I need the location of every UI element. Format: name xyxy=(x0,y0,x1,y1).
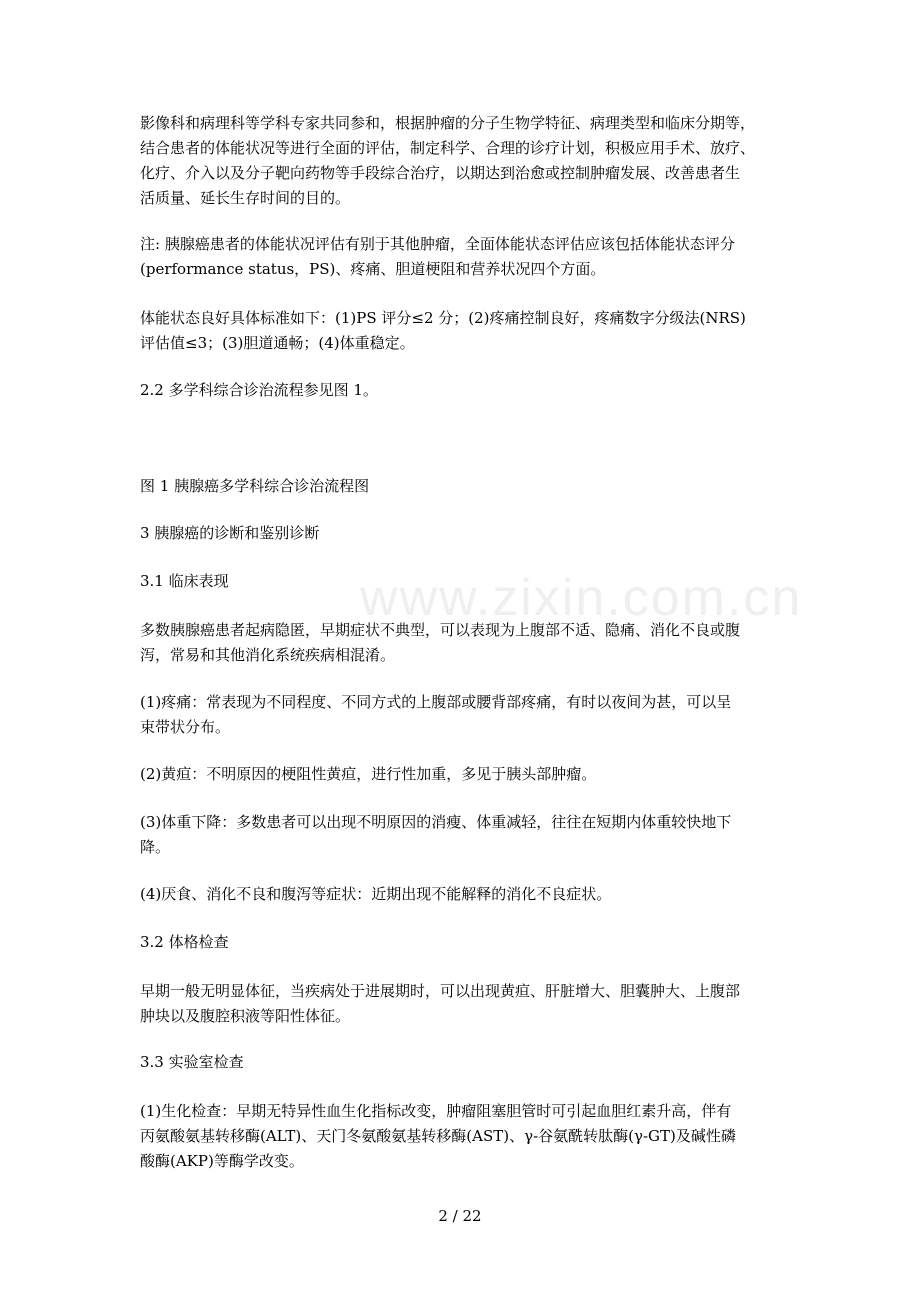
paragraph-mdt-intro xyxy=(140,111,782,211)
text-line: 图 1 胰腺癌多学科综合诊治流程图 xyxy=(140,477,370,495)
text-line: (performance status，PS)、疼痛、胆道梗阻和营养状况四个方面。 xyxy=(140,260,606,278)
section-heading-3-1 xyxy=(140,569,782,594)
text-line: 3.3 实验室检查 xyxy=(140,1053,244,1071)
text-line: (4)厌食、消化不良和腹泻等症状：近期出现不能解释的消化不良症状。 xyxy=(140,885,612,903)
paragraph-performance-criteria xyxy=(140,306,782,356)
text-line: 多数胰腺癌患者起病隐匿，早期症状不典型，可以表现为上腹部不适、隐痛、消化不良或腹 xyxy=(140,621,741,639)
watermark: www.zixin.com.cn xyxy=(360,569,803,627)
paragraph-clinical-intro xyxy=(140,618,782,668)
text-line: 束带状分布。 xyxy=(140,718,231,736)
text-line: (2)黄疸：不明原因的梗阻性黄疸，进行性加重，多见于胰头部肿瘤。 xyxy=(140,765,597,783)
text-line: 活质量、延长生存时间的目的。 xyxy=(140,189,351,207)
text-line: 结合患者的体能状况等进行全面的评估，制定科学、合理的诊疗计划，积极应用手术、放疗、 xyxy=(140,139,756,157)
paragraph-biochemical-exam xyxy=(140,1099,782,1174)
text-line: (1)生化检查：早期无特异性血生化指标改变，肿瘤阻塞胆管时可引起血胆红素升高，伴有 xyxy=(140,1102,732,1120)
paragraph-physical-exam xyxy=(140,979,782,1029)
text-line: 降。 xyxy=(140,838,171,856)
text-line: 3 胰腺癌的诊断和鉴别诊断 xyxy=(140,524,320,542)
text-line: 肿块以及腹腔积液等阳性体征。 xyxy=(140,1007,351,1025)
section-heading-2-2 xyxy=(140,378,782,403)
text-line: 3.1 临床表现 xyxy=(140,572,229,590)
text-line: 丙氨酸氨基转移酶(ALT)、天门冬氨酸氨基转移酶(AST)、γ-谷氨酰转肽酶(γ-GT)及碱性磷 xyxy=(140,1127,736,1145)
paragraph-symptom-jaundice xyxy=(140,762,782,787)
text-line: 泻，常易和其他消化系统疾病相混淆。 xyxy=(140,646,396,664)
paragraph-symptom-pain xyxy=(140,690,782,740)
section-heading-3-2 xyxy=(140,930,782,955)
text-line: 酸酶(AKP)等酶学改变。 xyxy=(140,1152,304,1170)
page-number-footer xyxy=(0,1205,920,1227)
text-line: 早期一般无明显体征，当疾病处于进展期时，可以出现黄疸、肝脏增大、胆囊肿大、上腹部 xyxy=(140,982,741,1000)
text-line: 评估值≤3；(3)胆道通畅；(4)体重稳定。 xyxy=(140,334,415,352)
text-line: 3.2 体格检查 xyxy=(140,933,229,951)
text-line: 注: 胰腺癌患者的体能状况评估有别于其他肿瘤，全面体能状态评估应该包括体能状态评分 xyxy=(140,235,735,253)
text-line: 体能状态良好具体标准如下：(1)PS 评分≤2 分；(2)疼痛控制良好，疼痛数字分级法(NRS) xyxy=(140,309,746,327)
text-line: 2.2 多学科综合诊治流程参见图 1。 xyxy=(140,381,378,399)
text-line: (3)体重下降：多数患者可以出现不明原因的消瘦、体重减轻，往往在短期内体重较快地下 xyxy=(140,813,732,831)
page-indicator: 2 / 22 xyxy=(438,1207,482,1225)
paragraph-note-performance xyxy=(140,232,782,282)
paragraph-symptom-anorexia xyxy=(140,882,782,907)
paragraph-symptom-weight-loss xyxy=(140,810,782,860)
text-line: 影像科和病理科等学科专家共同参和，根据肿瘤的分子生物学特征、病理类型和临床分期等， xyxy=(140,114,756,132)
section-heading-3 xyxy=(140,521,782,546)
figure-caption xyxy=(140,474,782,499)
text-line: 化疗、介入以及分子靶向药物等手段综合治疗，以期达到治愈或控制肿瘤发展、改善患者生 xyxy=(140,164,741,182)
section-heading-3-3 xyxy=(140,1050,782,1075)
text-line: (1)疼痛：常表现为不同程度、不同方式的上腹部或腰背部疼痛，有时以夜间为甚，可以呈 xyxy=(140,693,732,711)
